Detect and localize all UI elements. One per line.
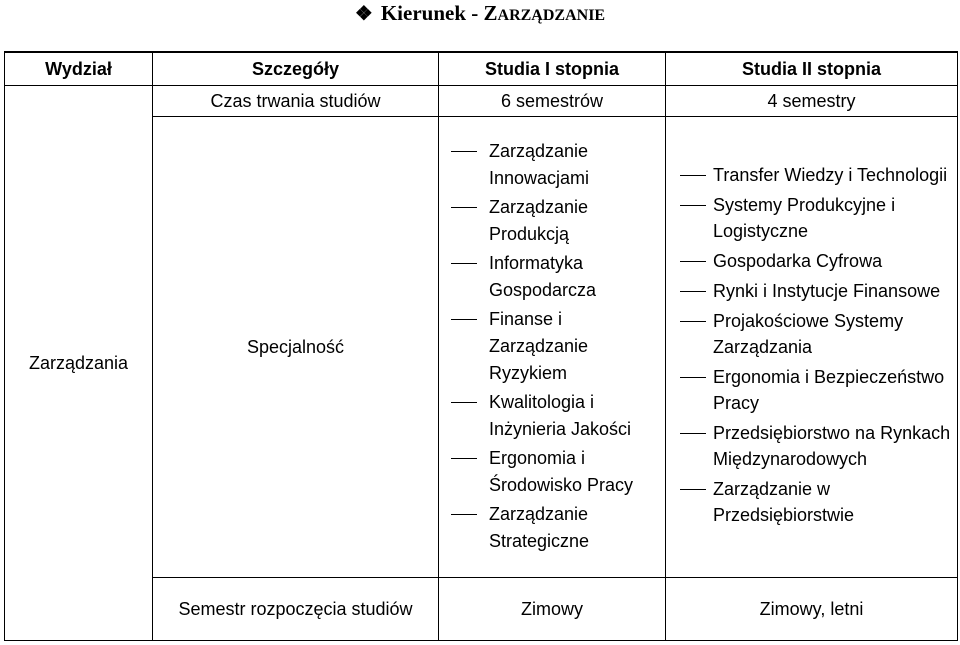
diamond-bullet-icon: ❖ (354, 3, 373, 25)
start-semester-second: Zimowy, letni (666, 578, 958, 641)
list-item (666, 308, 951, 360)
dash-bullet-icon (680, 205, 706, 206)
list-item-label: Finanse i Zarządzanie Ryzykiem (489, 308, 589, 383)
list-item-label: Transfer Wiedzy i Technologii (713, 165, 948, 185)
list-item (666, 192, 951, 244)
header-first-degree: Studia I stopnia (439, 52, 666, 86)
dash-bullet-icon (451, 458, 477, 459)
list-item (666, 364, 951, 416)
dash-bullet-icon (451, 402, 477, 403)
list-item-label: Systemy Produkcyjne i Logistyczne (713, 195, 896, 241)
header-row (5, 52, 958, 86)
dash-bullet-icon (680, 377, 706, 378)
list-item-label: Zarządzanie Innowacjami (489, 140, 590, 188)
duration-label: Czas trwania studiów (153, 86, 439, 117)
list-item-label: Zarządzanie Strategiczne (489, 503, 590, 551)
duration-first: 6 semestrów (439, 86, 666, 117)
header-faculty: Wydział (5, 52, 153, 86)
list-item (439, 389, 661, 443)
first-degree-specialties (439, 117, 666, 578)
faculty-cell: Zarządzania (5, 86, 153, 641)
list-item-label: Ergonomia i Bezpieczeństwo Pracy (713, 367, 945, 413)
title-smallcaps: ARZĄDZANIE (497, 7, 606, 24)
list-item (666, 248, 951, 274)
dash-bullet-icon (680, 321, 706, 322)
list-item-label: Projakościowe Systemy Zarządzania (713, 311, 904, 357)
dash-bullet-icon (451, 319, 477, 320)
list-item (439, 501, 661, 555)
dash-bullet-icon (451, 207, 477, 208)
header-second-degree: Studia II stopnia (666, 52, 958, 86)
list-item-label: Zarządzanie Produkcją (489, 196, 589, 244)
list-item-label: Ergonomia i Środowisko Pracy (489, 447, 634, 495)
list-item (439, 306, 661, 387)
list-item (666, 420, 951, 472)
second-degree-specialties (666, 117, 958, 578)
dash-bullet-icon (680, 489, 706, 490)
list-item-label: Zarządzanie w Przedsiębiorstwie (713, 479, 855, 525)
dash-bullet-icon (680, 261, 706, 262)
program-table (4, 51, 958, 641)
dash-bullet-icon (680, 175, 706, 176)
list-item-label: Informatyka Gospodarcza (489, 252, 597, 300)
duration-row (5, 86, 958, 117)
list-item-label: Rynki i Instytucje Finansowe (713, 281, 941, 301)
first-degree-list (439, 138, 665, 555)
specialty-label: Specjalność (153, 117, 439, 578)
start-semester-label: Semestr rozpoczęcia studiów (153, 578, 439, 641)
dash-bullet-icon (451, 263, 477, 264)
list-item-label: Kwalitologia i Inżynieria Jakości (489, 391, 632, 439)
header-details: Szczegóły (153, 52, 439, 86)
list-item-label: Gospodarka Cyfrowa (713, 251, 883, 271)
dash-bullet-icon (451, 151, 477, 152)
list-item (439, 250, 661, 304)
dash-bullet-icon (680, 433, 706, 434)
list-item (439, 138, 661, 192)
start-semester-first: Zimowy (439, 578, 666, 641)
list-item (666, 476, 951, 528)
page-title (0, 0, 960, 28)
duration-second: 4 semestry (666, 86, 958, 117)
list-item (439, 445, 661, 499)
title-prefix: Kierunek - Z (380, 1, 498, 25)
list-item (666, 278, 951, 304)
list-item-label: Przedsiębiorstwo na Rynkach Międzynarodowych (713, 423, 951, 469)
second-degree-list (666, 162, 957, 528)
list-item (439, 194, 661, 248)
dash-bullet-icon (451, 514, 477, 515)
dash-bullet-icon (680, 291, 706, 292)
list-item (666, 162, 951, 188)
